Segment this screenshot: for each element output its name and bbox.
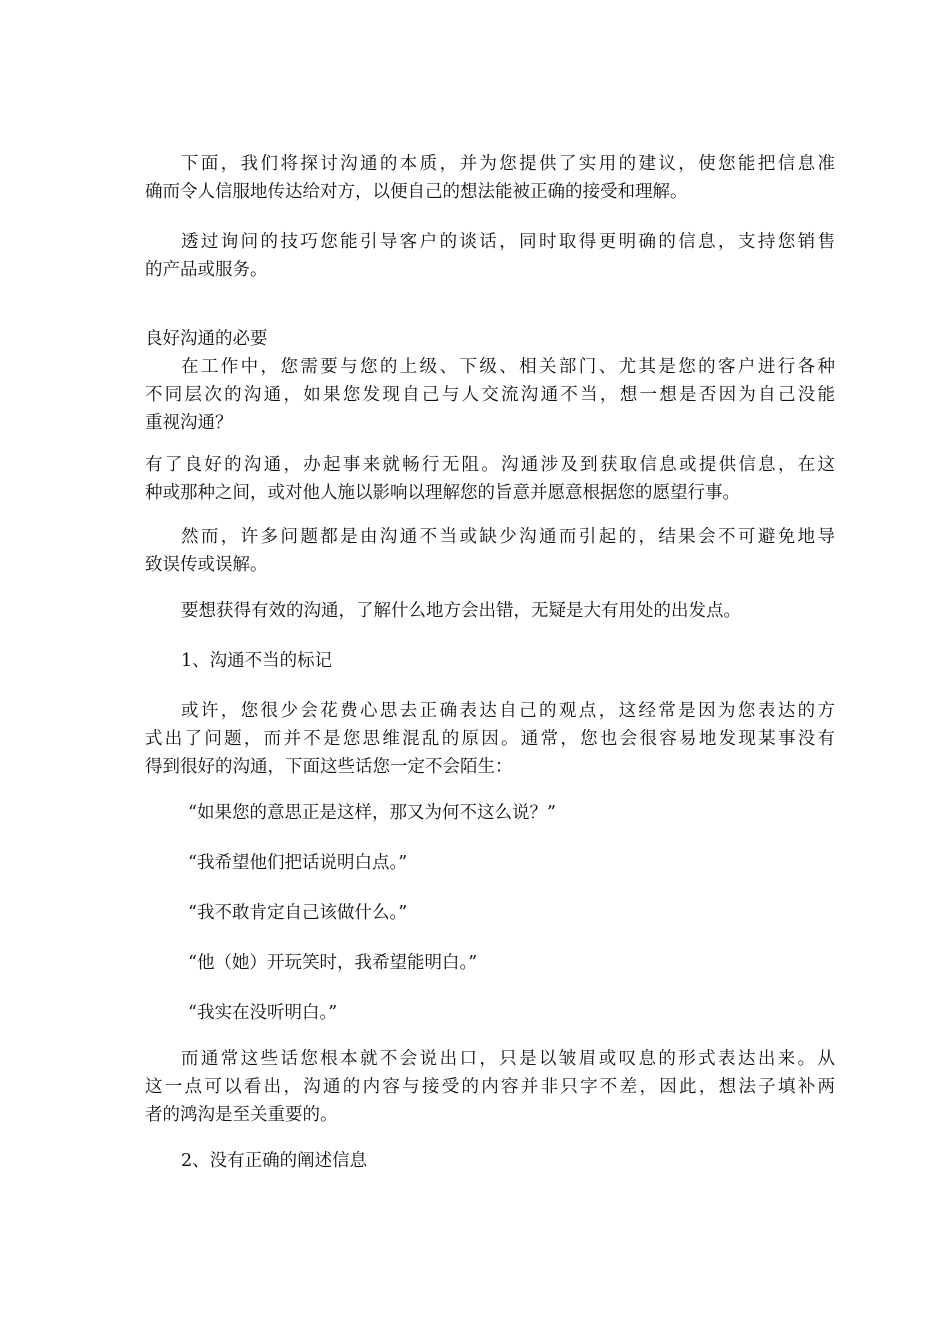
paragraph-line: 式出了问题，而并不是您思维混乱的原因。通常，您也会很容易地发现某事没有	[145, 729, 835, 749]
paragraph-line: 不同层次的沟通，如果您发现自己与人交流沟通不当，想一想是否因为自己没能	[145, 385, 835, 405]
paragraph-line: 然而，许多问题都是由沟通不当或缺少沟通而引起的，结果会不可避免地导	[181, 527, 835, 547]
paragraph-line: 者的鸿沟是至关重要的。	[145, 1105, 338, 1125]
paragraph-line: 要想获得有效的沟通，了解什么地方会出错，无疑是大有用处的出发点。	[181, 601, 741, 621]
paragraph-line: 重视沟通？	[145, 413, 233, 433]
paragraph-line: 在工作中，您需要与您的上级、下级、相关部门、尤其是您的客户进行各种	[181, 357, 835, 377]
paragraph-line: 的产品或服务。	[145, 260, 268, 280]
paragraph-line: 这一点可以看出，沟通的内容与接受的内容并非只字不差，因此，想法子填补两	[145, 1077, 835, 1097]
paragraph-line: 或许，您很少会花费心思去正确表达自己的观点，这经常是因为您表达的方	[181, 701, 835, 721]
paragraph-line: 有了良好的沟通，办起事来就畅行无阻。沟通涉及到获取信息或提供信息，在这	[145, 455, 835, 475]
quote-line: “如果您的意思正是这样，那又为何不这么说？”	[188, 803, 556, 823]
paragraph-line: 而通常这些话您根本就不会说出口，只是以皱眉或叹息的形式表达出来。从	[181, 1049, 835, 1069]
section-heading: 良好沟通的必要	[145, 329, 268, 349]
quote-line: “我不敢肯定自己该做什么。”	[188, 903, 408, 923]
section-heading: 1、沟通不当的标记	[181, 651, 333, 671]
quote-line: “我实在没听明白。”	[188, 1003, 338, 1023]
section-heading: 2、没有正确的阐述信息	[181, 1151, 368, 1171]
quote-line: “我希望他们把话说明白点。”	[188, 853, 408, 873]
paragraph-line: 种或那种之间，或对他人施以影响以理解您的旨意并愿意根据您的愿望行事。	[145, 483, 740, 503]
quote-line: “他（她）开玩笑时，我希望能明白。”	[188, 953, 478, 973]
paragraph-line: 致误传或误解。	[145, 555, 268, 575]
paragraph-line: 下面，我们将探讨沟通的本质，并为您提供了实用的建议，使您能把信息准	[181, 154, 835, 174]
paragraph-line: 确而令人信服地传达给对方，以便自己的想法能被正确的接受和理解。	[145, 182, 688, 202]
paragraph-line: 透过询问的技巧您能引导客户的谈话，同时取得更明确的信息，支持您销售	[181, 232, 835, 252]
paragraph-line: 得到很好的沟通，下面这些话您一定不会陌生：	[145, 757, 513, 777]
